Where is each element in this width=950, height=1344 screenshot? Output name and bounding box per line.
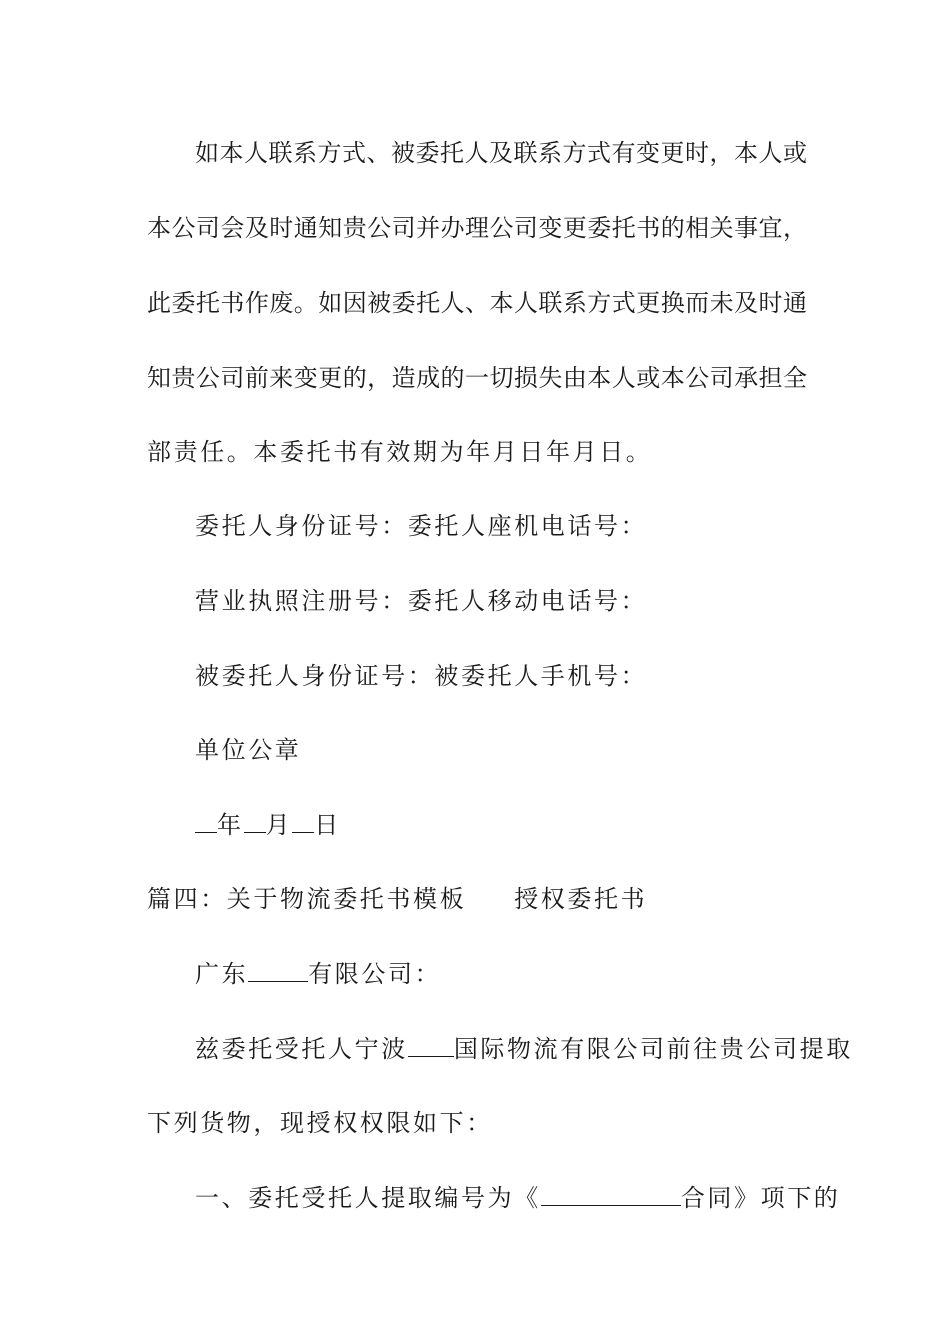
item-1-a: 一、委托受托人提取编号为《	[195, 1184, 541, 1212]
paragraph-line-3: 此委托书作废。如因被委托人、本人联系方式更换而未及时通	[147, 289, 807, 317]
paragraph-line-2: 本公司会及时通知贵公司并办理公司变更委托书的相关事宜，	[147, 214, 807, 242]
field-license-and-mobile: 营业执照注册号：委托人移动电话号：	[195, 587, 648, 615]
addressee-suffix: 有限公司：	[308, 960, 442, 988]
addressee-line	[195, 959, 807, 989]
date-line	[195, 810, 807, 840]
year-label: 年	[217, 811, 244, 839]
paragraph-line-4: 知贵公司前来变更的，造成的一切损失由本人或本公司承担全	[147, 364, 807, 392]
company-blank	[408, 1034, 454, 1057]
item-1-line	[195, 1183, 841, 1213]
seal-label: 单位公章	[195, 736, 302, 764]
year-blank	[195, 810, 217, 833]
day-blank	[292, 810, 314, 833]
month-blank	[244, 810, 266, 833]
body-line-1	[195, 1034, 853, 1064]
field-agent-id-and-phone: 被委托人身份证号：被委托人手机号：	[195, 662, 648, 690]
body-line-1-a: 兹委托受托人宁波	[195, 1035, 408, 1063]
addressee-prefix: 广东	[195, 960, 249, 988]
section-title: 授权委托书	[514, 885, 648, 913]
day-label: 日	[314, 811, 341, 839]
item-1-b: 合同》项下的	[680, 1184, 841, 1212]
paragraph-line-1: 如本人联系方式、被委托人及联系方式有变更时，本人或	[195, 139, 807, 167]
paragraph-line-5: 部责任。本委托书有效期为年月日年月日。	[147, 438, 653, 466]
section-heading: 篇四：关于物流委托书模板	[147, 885, 467, 913]
field-id-and-landline: 委托人身份证号：委托人座机电话号：	[195, 512, 648, 540]
addressee-blank	[248, 959, 308, 982]
body-line-2: 下列货物，现授权权限如下：	[147, 1109, 493, 1137]
section-heading-line	[147, 884, 807, 914]
month-label: 月	[265, 811, 293, 839]
body-line-1-b: 国际物流有限公司前往贵公司提取	[453, 1035, 853, 1063]
contract-number-blank	[541, 1183, 681, 1206]
